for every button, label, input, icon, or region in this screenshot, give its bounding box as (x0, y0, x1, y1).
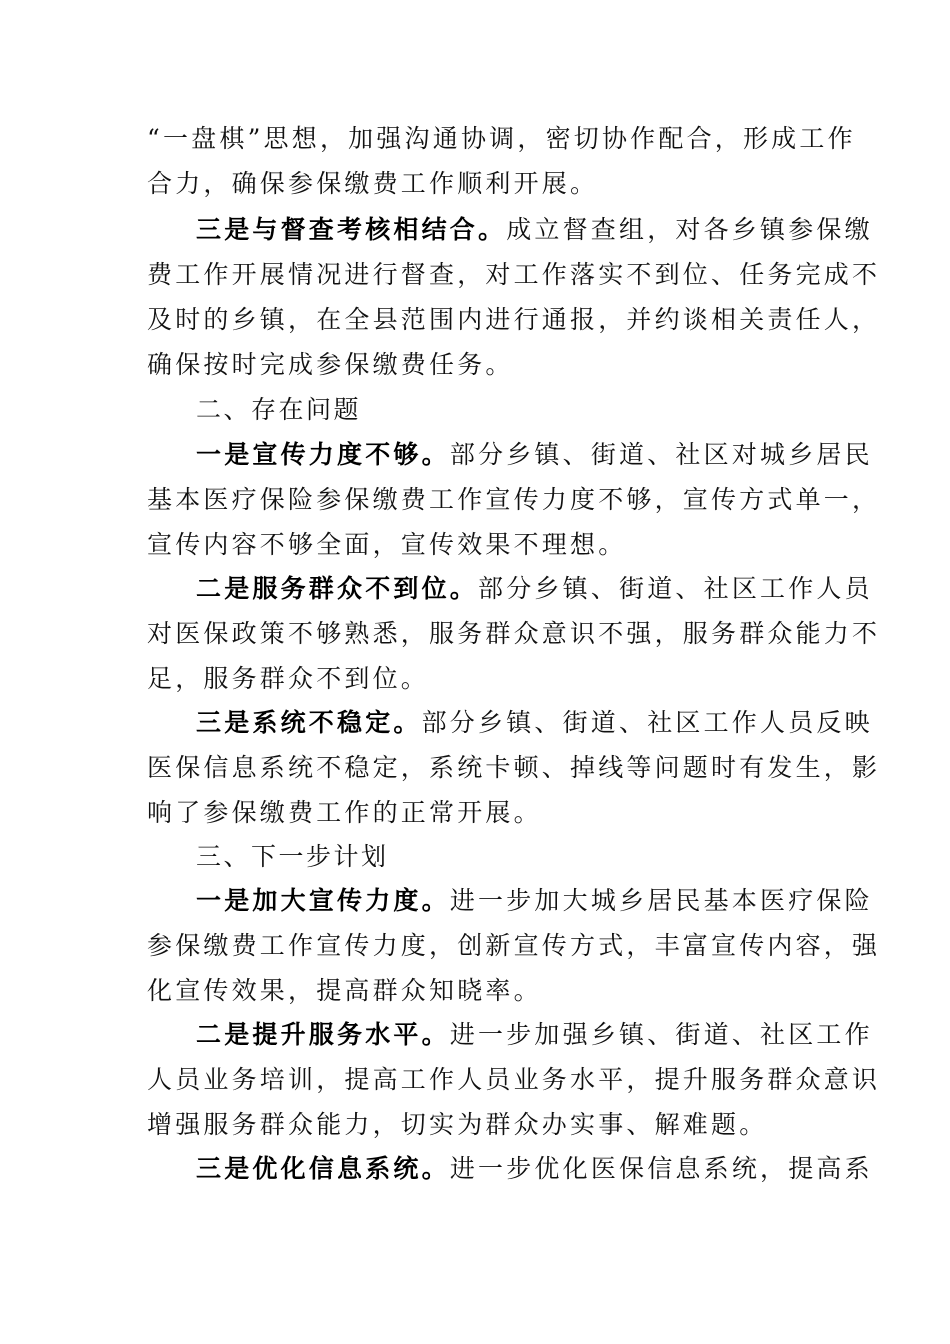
paragraph-lead: 一是加大宣传力度。 (196, 886, 450, 915)
text-line: 足，服务群众不到位。 (147, 664, 430, 693)
text-line: 费工作开展情况进行督查，对工作落实不到位、任务完成不 (147, 260, 881, 289)
section-heading-problems: 二、存在问题 (196, 395, 362, 424)
text-line: 合力，确保参保缴费工作顺利开展。 (147, 169, 599, 198)
paragraph-lead: 二是服务群众不到位。 (196, 574, 479, 603)
paragraph-lead: 三是系统不稳定。 (196, 708, 422, 737)
text-line: 宣传内容不够全面，宣传效果不理想。 (147, 530, 627, 559)
paragraph-text: 部分乡镇、街道、社区对城乡居民 (449, 440, 873, 469)
paragraph-text: 进一步加强乡镇、街道、社区工作 (449, 1020, 873, 1049)
text-line: 响了参保缴费工作的正常开展。 (147, 798, 542, 827)
text-line: 增强服务群众能力，切实为群众办实事、解难题。 (147, 1110, 768, 1139)
paragraph-lead: 二是提升服务水平。 (196, 1020, 450, 1049)
text-line: 确保按时完成参保缴费任务。 (147, 350, 514, 379)
section-heading-next-steps: 三、下一步计划 (196, 842, 389, 871)
text-line (196, 1020, 873, 1050)
text-line: 人员业务培训，提高工作人员业务水平，提升服务群众意识 (147, 1065, 881, 1094)
paragraph-text: 部分乡镇、街道、社区工作人员 (478, 574, 873, 603)
paragraph-text: 进一步加大城乡居民基本医疗保险 (449, 886, 873, 915)
text-line (196, 574, 873, 604)
paragraph-lead: 一是宣传力度不够。 (196, 440, 450, 469)
paragraph-text: 进一步优化医保信息系统，提高系 (449, 1154, 873, 1183)
paragraph-lead: 三是与督查考核相结合。 (196, 215, 507, 244)
text-line (196, 1154, 873, 1184)
text-line: 基本医疗保险参保缴费工作宣传力度不够，宣传方式单一， (147, 485, 881, 514)
text-line (196, 215, 873, 245)
text-line: 医保信息系统不稳定，系统卡顿、掉线等问题时有发生，影 (147, 753, 881, 782)
paragraph-text: 成立督查组，对各乡镇参保缴 (506, 215, 873, 244)
text-line: 及时的乡镇，在全县范围内进行通报，并约谈相关责任人， (147, 305, 881, 334)
text-line (196, 440, 873, 470)
text-line: “一盘棋”思想，加强沟通协调，密切协作配合，形成工作 (147, 124, 856, 153)
text-line: 对医保政策不够熟悉，服务群众意识不强，服务群众能力不 (147, 619, 881, 648)
paragraph-text: 部分乡镇、街道、社区工作人员反映 (421, 708, 873, 737)
text-line: 化宣传效果，提高群众知晓率。 (147, 976, 542, 1005)
text-line (196, 708, 873, 738)
paragraph-lead: 三是优化信息系统。 (196, 1154, 450, 1183)
text-line: 参保缴费工作宣传力度，创新宣传方式，丰富宣传内容，强 (147, 931, 881, 960)
text-line (196, 886, 873, 916)
